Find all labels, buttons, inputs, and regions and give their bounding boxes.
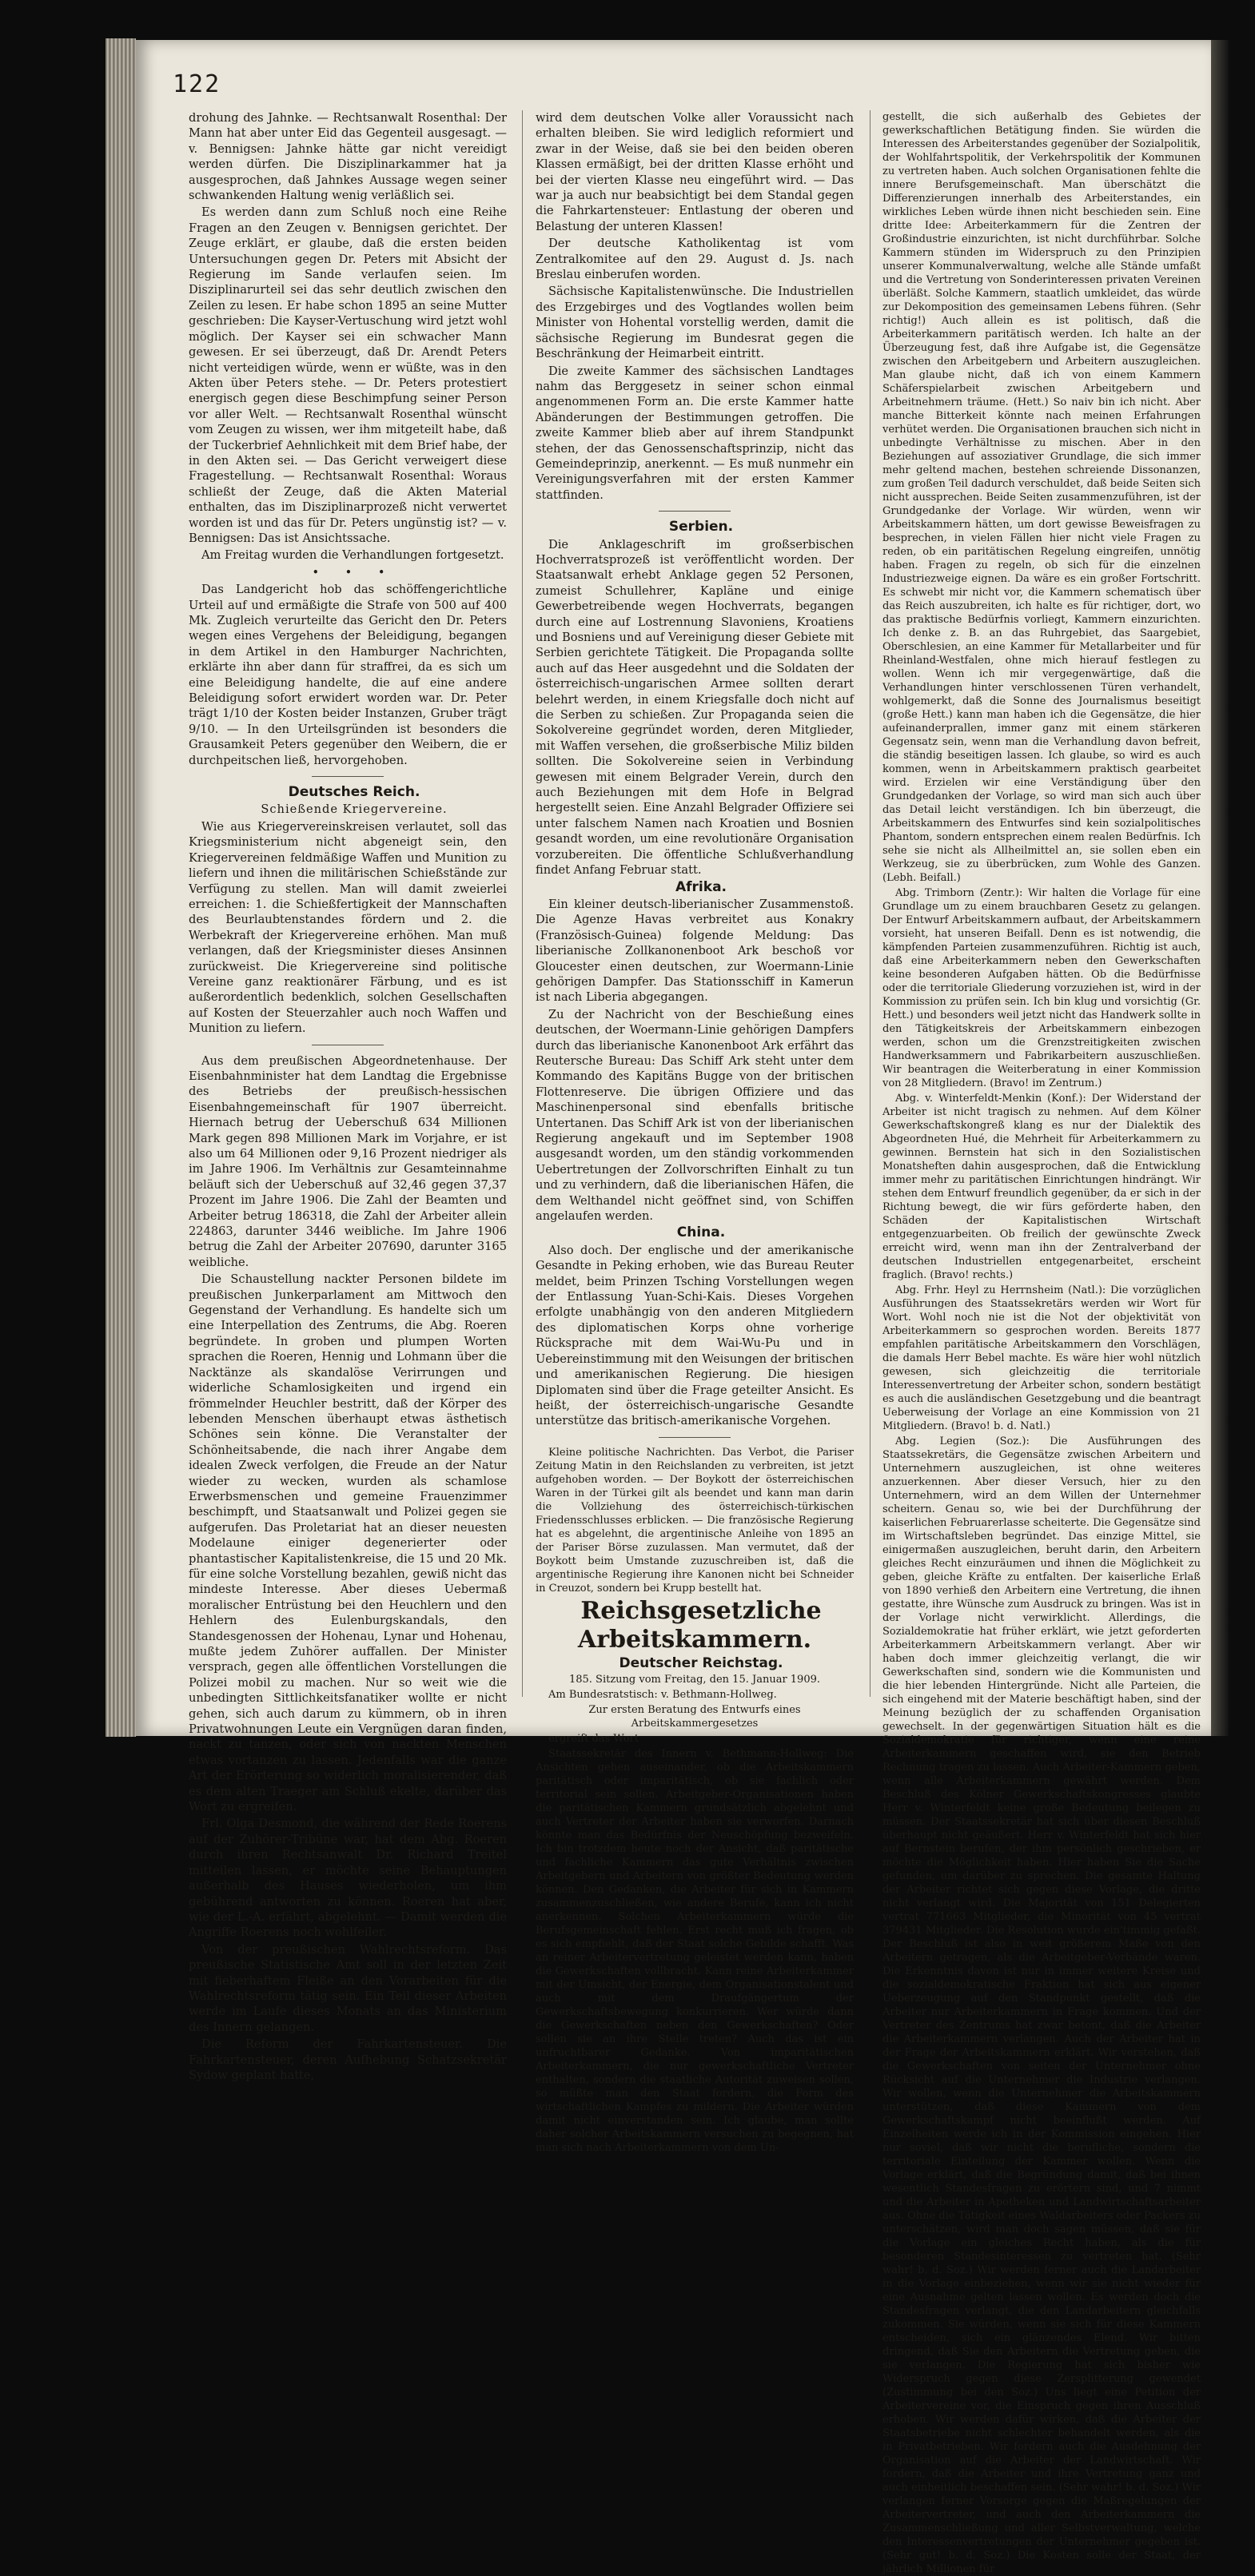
paragraph: Die zweite Kammer des sächsischen Landtages nahm das Berggesetz in seiner schon einmal angenommenen Form an. Die erste Kammer hatte Abänderungen der Bestimmungen getroffen. Die zweite Kammer blieb aber auf ihrem Standpunkt stehen, der das Genossenschaftsprinzip, nicht das Gemeindeprinzip, anerkennt. — Es muß nunmehr ein Vereinigungsverfahren mit der ersten Kammer stattfinden. — [536, 364, 854, 502]
paragraph-small: Staatssekretär des Innern v. Bethmann-Hollweg: Die Ansichten gehen auseinander, ob die Arbeitskammern paritätisch oder imparitätisch, ob sie fachlich oder territorial sein sollen. Arbeitgeber-Organisationen haben die paritätischen Kammern grundsätzlich abgelehnt und auch Vertreter der Arbeiter haben sie verworfen. Darnach könnte man das Bedürfnis der Neuschöpfung bezweifeln. Ich bin trotzdem heute noch der Ansicht, daß paritätische und fachliche Kammern das gute Verhältnis zwischen Arbeitgebern und Arbeitern von größter Bedeutung werden können. Den Gedanken, die Arbeiter für sich in Kammern zusammenzuschließen, wie andere Berufe, kann ich nicht anerkennen. Solchen Arbeiterkammern würde die Berufsgemeinschaft fehlen. Erst recht muß ich fragen, ob es sich empfiehlt, daß der Staat solche Gebilde schafft. Was an reiner Arbeitervertretung geleistet werden kann, haben die Gewerkschaften vollbracht. Kann reine Arbeiterkammer mit der Umsicht, der Energie, dem Organisationstalent und auch mit dem Draufgängertum der Gewerkschaftsbewegung konkurrieren. Wer würde dann die Gewerkschaften neben den Gewerkschaften? Oder sollen sie an ihre Stelle treten? Auch das ist ein unfruchtbarer Gedanke. Von imparitätischen Arbeiterkammern, die nur gewerkschaftliche Vertreter enthalten, sondern die staatliche Autorität zuweisen sollen, so müßte man den Staat fordern, die Form des wirtschaftlichen Kampfes zu mildern. Die Arbeiter würden damit nicht einverstanden sein. Ich glaube, man sollte daher solcher Arbeitskammern versuchen zu begegnen, hat man sich nach Arbeiterkammern von dem Un- — [536, 1748, 854, 2155]
paragraph: Abg. v. Winterfeldt-Menkin (Konf.): Der Widerstand der Arbeiter ist nicht tragisch zu nehmen. Auf dem Kölner Gewerkschaftskongreß klang es nur der Dialektik des Abgeordneten Hué, die Mehrheit für Arbeiterkammern zu gewinnen. Bernstein hat sich in den Sozialistischen Monatsheften dahin ausgesprochen, daß die Entwicklung immer mehr zu paritätischen Einrichtungen hindrängt. Wir stehen dem Entwurf freundlich gegenüber, da er sich in der Richtung bewegt, die wir fürs geförderte haben, den Schäden der Kapitalistischen Wirtschaft entgegenzuarbeiten. Ob freilich der gewünschte Zweck erreicht wird, wenn man ihn der Zentralverband der deutschen Industriellen entgegenarbeitet, erscheint fraglich. (Bravo! rechts.) — [882, 1093, 1201, 1281]
paragraph: Das Landgericht hob das schöffengerichtliche Urteil auf und ermäßigte die Strafe von 500 auf 400 Mk. Zugleich verurteilte das Gericht den Dr. Peters wegen eines Vergehens der Beleidigung, begangen in dem Artikel in den Hamburger Nachrichten, erklärte ihn aber dann für straffrei, da es sich um eine Beleidigung handelte, die auf eine andere Beleidigung sofort erwidert worden war. Dr. Peter trägt 1/10 der Kosten beider Instanzen, Gruber trägt 9/10. — In den Urteilsgründen ist besonders die Grausamkeit Peters gegenüber den Weibern, die er durchpeitschen ließ, hervorgehoben. — [189, 583, 507, 767]
paragraph: Abg. Legien (Soz.): Die Ausführungen des Staatssekretärs, die Gegensätze zwischen Arbeitern und Unternehmern auszugleichen, ist ohne weiteres anzuerkennen. Aber dieser Versuch, hier zu den Unternehmern, wird an dem Willen der Unternehmer scheitern. Genau so, wie bei der Durchführung der kaiserlichen Februarerlasse scheiterte. Die Gegensätze sind im Wirtschaftsleben begründet. Das einzige Mittel, sie einigermaßen auszugleichen, beruht darin, den Arbeitern gleiches Recht einzuräumen und ihnen die Möglichkeit zu geben, gleiche Kräfte zu entfalten. Der kaiserliche Erlaß von 1890 verhieß den Arbeitern eine Vertretung, die ihnen gestatte, ihre Wünsche zum Ausdruck zu bringen. Was ist in der Vorlage nicht verwirklicht. Allerdings, die Sozialdemokratie hat früher erklärt, wie jetzt geforderten Arbeiterkammern Arbeitskammern verlangt. Aber wir haben doch immer gleichzeitig verlangt, die wir Gewerkschaften sind, sondern wie die Kommunisten und die hier lebenden Hintergründe. Nicht alle Parteien, die sich eingehend mit der Materie beschäftigt haben, sind der Meinung bezüglich der zu schaffenden Organisation gewechselt. In der gegenwärtigen Situation hält es die Sozialdemokratie für richtiger, wenn eine reine Arbeiterkammern geschaffen wird, sie den Betrieb Rechnung tragen zu lassen. Auch Arbeiter-Kammern geben, wenn alle Arbeiterkammern gewährt werden. Dem Beschluß des Kölner Gewerkschaftskongresses glaubte Herr v. Winterfeldt keine große Bedeutung beilegen zu müssen. Der Staatssekretär hat sich über diesen Beschluß überhaupt nicht geäußert. Herr v. Winterfeldt hat sich hier auf Bernstein berufen, der ihm persönlich geschrieben, er möchte die Möglichkeit haben. Hier haben Sie die Sache gefunden, um darüber zu sprechen. Die gesamte Haltung der Arbeiter richtet sich gegen diese Vorlage, die dritte nicht verlangt wird. Die Majorität von 151 Delegierten vertrat 771663 Mitglieder, die Minorität von 45 vertrat 379431 Mitglieder. Die Resolution wurde ein'timmig gefaßt. Der Beschluß ist also in weit größerem Maße von den Arbeitern getragen, als die Arbeitgeber-Verbände waren. Die Erkenntnis davon ist nur in immer weitere Kreise und die sozialdemokratische Fraktion hat sich aus eigener Ueberzeugung auf den Standpunkt gestellt, daß die Arbeiter nur Arbeiterkammern in Frage kommen. Und der Vertreter des Zentrums hat zwar betont, daß die Arbeiter die Arbeiterkammern verlangen. Auch der Arbeiter hat in der Frage der Arbeitskammern erklärt. Wir verstehen, daß die Gewerkschaften von seiten der Unternehmer ohne Rücksicht auf die Unternehmer die Industrie verlangen. Wir wollen, wenn die Unternehmer die Arbeitskammern unterstützen, daß diese Kammern von dem Gewerkschaftskampf nicht beeinflußt werden. Auf Einzelheiten werde ich in der Kommission eingehen. Hier nur soviel, daß wir nicht die berufliche, sondern die territoriale Einteilung der Kammer wollen. Wenn die Vorlage erklärt, daß die Begründung damit, daß bei ihnen wesentlich Standesfragen zu erörtern sind, und 7 nimmt und die Arbeiter in Apotheken und Landwirtschaftsarbeiter aus. Ohne die Tätigkeit eines Waldarbeiters oder Packers zu unterschätzen, wird man doch sagen müssen, daß sie für die Vorlage ein gleiches Recht haben, als die für besonderen Standesinteressen zu vertreten hat. (Sehr wahr! b. d. Soz.) Wir werden ferner auch die Landarbeiter in die Vorlage einbeziehen, wenn wir sie nicht wieder für eine Ausnahme gelten lassen wollen. Es werden doch die Standesfragen verlangt, die den Landarbeitern gleichfalls zukommen. Sie würden, wenn sie sich für diese Kammern entscheiden, sich ein glänzendes Elend. Wir bitten dringend, daß Sie den Arbeitern die Vertretung geben, die sie verlangen. Die Regierung hat sich bisher wie Widerspruch gegen diese Zersplitterung gewendet (Zustimmung bei den Soz.) Uns liegt eine Petition der Arbeitervereine vor, die Einspruch gegen ihren Ausschluß erhoben. Wir werden dafür wirken, daß die Arbeiter der Staatsbetriebe nicht schlechter behandelt werden, als die in Privatbetrieben. Wir fordern auch die Ausdehnung der Organisation auf die Arbeiter der Landwirtschaft. Wir fordern, daß die Arbeiter und ihre Vertretung ganz und auch einheitlich beschaffen sein. (Sehr wahr! b. d. Soz.) Wir verlangen ferner Vorsorge gegen die Maßregelungen der Arbeitervertreter, und auch den Arbeiterkammern die Zusammenschließung und aller Selbstverwaltung, welche den Interessenvertretungen der Unternehmer gegeben ist. (Sehr gut! b. d. Soz.) Die Kosten solle der Staat, der jährlich Millionen für — [882, 1435, 1201, 2575]
column-divider — [870, 110, 871, 1697]
paragraph: drohung des Jahnke. — Rechtsanwalt Rosenthal: Der Mann hat aber unter Eid das Gegenteil ausgesagt. — v. Bennigsen: Jahnke hätte gar nicht vereidigt werden dürfen. Die Disziplinarkammer hat ja ausgesprochen, daß Jahnkes Aussage wegen seiner schwankenden Haltung wenig verläßlich sei. — [189, 111, 507, 203]
paragraph: Abg. Trimborn (Zentr.): Wir halten die Vorlage für eine Grundlage um zu einem brauchbaren Gesetz zu gelangen. Der Entwurf Arbeitskammern aufbaut, der Arbeitskammern vorsieht, hat unseren Beifall. Denn es ist notwendig, die kämpfenden Parteien zusammenzuführen. Richtig ist auch, daß eine Arbeiterkammern neben den Gewerkschaften keine besonderen Aufgaben hätten. Ob die Bedürfnisse oder die territoriale Gliederung vorzuziehen ist, wird in der Kommission zu prüfen sein. Ich bin klug und vorsichtig (Gr. Hett.) und besonders weil jetzt nicht das Handwerk sollte in den Tätigkeitskreis der Arbeitskammern einbezogen werden, schon um die Grenzstreitigkeiten zwischen Handwerksammern und Fabrikarbeitern auszuschließen. Wir beantragen die Weiterberatung in einer Kommission von 28 Mitgliedern. (Bravo! im Zentrum.) — [882, 887, 1201, 1089]
binding-shadow — [1211, 40, 1229, 1736]
column-2 — [536, 110, 854, 2155]
paragraph: Von der preußischen Wahlrechtsreform. Das preußische Statistische Amt soll in der letzten Zeit mit fieberhaftem Fleiße an den Vorarbeiten für die Wahlrechtsreform tätig sein. Ein Teil dieser Arbeiten werde im Laufe dieses Monats an das Ministerium des Innern gelangen. — [189, 1942, 507, 2034]
paragraph: Also doch. Der englische und der amerikanische Gesandte in Peking erhoben, wie das Bureau Reuter meldet, beim Prinzen Tsching Vorstellungen wegen der Entlassung Yuan-Schi-Kais. Dieses Vorgehen erfolgte unabhängig von den anderen Mitgliedern des diplomatischen Korps ohne vorherige Rücksprache mit dem Wai-Wu-Pu und in Uebereinstimmung mit den Weisungen der britischen und amerikanischen Regierung. Die hiesigen Diplomaten sind über die Frage geteilter Ansicht. Es heißt, der österreichisch-ungarische Gesandte unterstütze das britisch-amerikanische Vorgehen. — [536, 1243, 854, 1428]
article-title: Reichsgesetzliche Arbeitskammern. — [577, 1596, 822, 1654]
paragraph: Frl. Olga Desmond, die während der Rede Roerens auf der Zuhörer-Tribüne war, hat dem Abg. Roeren durch ihren Rechtsanwalt Dr. Richard Treitel mitteilen lassen, er möchte seine Behauptungen außerhalb des Hauses wiederholen, um ihm gebührend antworten zu können. Roeren hat aber, wie der L.-A. erfährt, abgelehnt. — Damit werden die Angriffe Roerens noch wohlfeiler. — [189, 1817, 507, 1940]
bundesrat-line: Am Bundesratstisch: v. Bethmann-Hollweg. — [548, 1689, 777, 1702]
paragraph: Ein kleiner deutsch-liberianischer Zusammenstoß. Die Agenze Havas verbreitet aus Konakry (Französisch-Guinea) folgende Meldung: Das liberianische Zollkanonenboot Ark beschoß vor Gloucester einen deutschen, zur Woermann-Linie gehörigen Dampfer. Das Stationsschiff in Kamerun ist nach Liberia abgegangen. — [536, 897, 854, 1005]
book-page-edge — [106, 38, 136, 1737]
short-rule — [659, 511, 731, 512]
article-subtitle: Deutscher Reichstag. — [619, 1654, 783, 1671]
separator-dots: • • • — [312, 565, 396, 579]
paragraph: Aus dem preußischen Abgeordnetenhause. Der Eisenbahnminister hat dem Landtag die Ergebnisse des Betriebs der preußisch-hessischen Eisenbahngemeinschaft für 1907 überreicht. Hiernach betrug der Ueberschuß 634 Millionen Mark gegen 898 Millionen Mark im Vorjahre, er ist also um 64 Millionen oder 9,16 Prozent niedriger als im Jahre 1906. Im Verhältnis zur Gesamteinnahme beläuft sich der Ueberschuß auf 32,46 gegen 37,37 Prozent im Jahre 1906. Die Zahl der Beamten und Arbeiter betrug 186318, die Zahl der Arbeiter allein 224863, darunter 3446 weibliche. Im Jahre 1906 betrug die Zahl der Arbeiter 207690, darunter 3165 weibliche. — [189, 1053, 507, 1269]
section-heading: Afrika. — [675, 878, 727, 895]
paragraph: Wie aus Kriegervereinskreisen verlautet, soll das Kriegsministerium nicht abgeneigt sein, den Kriegervereinen feldmäßige Waffen und Munition zu liefern und ihnen die militärischen Schießstände zur Verfügung zu stellen. Man will damit zweierlei erreichen: 1. die Schießfertigkeit der Mannschaften des Beurlaubtenstandes fördern und 2. die Werbekraft der Kriegervereine erhöhen. Man muß verlangen, daß der Kriegsminister dieses Ansinnen zurückweist. Die Kriegervereine sind politische Vereine ganz reaktionärer Färbung, und es ist außerordentlich bedenklich, solchen Gesellschaften auf Kosten der Steuerzahler auch noch Waffen und Munition zu liefern. — [189, 819, 507, 1036]
section-heading: China. — [676, 1224, 726, 1241]
section-heading: Deutsches Reich. — [288, 784, 420, 801]
short-rule — [659, 1437, 731, 1438]
paragraph: gestellt, die sich außerhalb des Gebietes der gewerkschaftlichen Betätigung finden. Sie würden die Interessen des Arbeiterstandes gegenüber der Sozialpolitik, der Wohlfahrtspolitik, der Verkehrspolitik der Kommunen zu vertreten haben. Auch solchen Organisationen fehlte die innere Berufsgemeinschaft. Man überschätzt die Differenzierungen innerhalb des Arbeiterstandes, ein wirkliches Leben würde ihnen nicht beschieden sein. Eine dritte Idee: Arbeiterkammern für die Zentren der Großindustrie einzurichten, ist nicht durchführbar. Solche Kammern stünden im Widerspruch zu den Prinzipien unserer Kommunalverwaltung, welche alle Stände umfaßt und die Vertretung von Sonderinteressen privaten Vereinen überläßt. Solche Kammern, staatlich umkleidet, das würde zur Dekomposition des gemeinsamen Lebens führen. (Sehr richtig!) Auch allein es ist politisch, daß die Arbeiterkammern paritätisch werden. Ich halte an der Überzeugung fest, daß ihre Aufgabe ist, die Gegensätze zwischen den Arbeitgebern und Arbeitern auszugleichen. Man glaube nicht, daß ich von einem Kammern Schäferspielarbeit zwischen Arbeitgebern und Arbeitnehmern träume. (Hett.) So naiv bin ich nicht. Aber manche Bitterkeit könnte nach meinen Erfahrungen verhütet werden. Die Organisationen brauchen sich nicht in unbedingte Verhältnisse zu mischen. Aber in den Beziehungen auf assoziativer Grundlage, die sich immer mehr geltend machen, bestehen schreiende Dissonanzen, zum großen Teil dadurch verschuldet, daß beide Seiten sich nicht aussprechen. Beide Seiten zusammenzuführen, ist der Grundgedanke der Vorlage. Wir würden, wenn wir Arbeitskammern hätten, um dort gewisse Beweisfragen zu besprechen, in vielen Fällen hier nicht viele Fragen zu reden, ob ein paritätischen Regelung eingreifen, unnötig haben. Fragen zu regeln, ob sich für die einzelnen Industriezweige eignen. Da wäre es ein großer Fortschritt. Es schwebt mir nicht vor, die Kammern schematisch über das Reich auszubreiten, ich halte es für richtiger, dort, wo das praktische Bedürfnis vorliegt, Kammern einzurichten. Ich denke z. B. an das Ruhrgebiet, das Saargebiet, Oberschlesien, an eine Kammer für Metallarbeiter und für Rheinland-Westfalen, ohne mich hierauf festlegen zu wollen. Wenn ich mir vergegenwärtige, daß die Verhandlungen hinter verschlossenen Türen verhandelt, wohlgemerkt, daß die Sonne des Journalismus beseitigt (große Hett.) kann man haben ich die Gegensätze, die hier aufeinanderprallen, immer ganz mit einem stärkeren Gegensatz sein, wenn man die Verhandlung davon befreit, die ständig beseitigen lassen. Ich glaube, so wird es auch kommen, wenn in Arbeitskammern praktisch gearbeitet wird. Erzielen wir eine Verständigung über den Grundgedanken der Vorlage, so wird man sich auch über das Detail leicht verständigen. Ich bin überzeugt, die Arbeitskammern des Entwurfes sind kein sozialpolitisches Phantom, sondern entsprechen einem realen Bedürfnis. Ich sehe sie nicht als Allheilmittel an, sie sollen eben ein Werkzeug, sie zu überbrücken, zum Wohle des Ganzen. (Lebh. Beifall.) — [882, 111, 1201, 884]
paragraph: Die Anklageschrift im großserbischen Hochverratsprozeß ist veröffentlicht worden. Der Staatsanwalt erhebt Anklage gegen 52 Personen, zumeist Schullehrer, Kapläne und einige Gewerbetreibende wegen Hochverrats, begangen durch eine auf Lostrennung Slavoniens, Kroatiens und Bosniens und auf Vereinigung dieser Gebiete mit Serbien gerichtete Tätigkeit. Die Propaganda sollte auch auf das Heer ausgedehnt und die Soldaten der österreichisch-ungarischen Armee sollten derart belehrt werden, in einem Kriegsfalle doch nicht auf die Serben zu schießen. Zur Propaganda seien die Sokolvereine gegründet worden, deren Mitglieder, mit Waffen versehen, die großserbische Miliz bilden sollten. Die Sokolvereine seien in Verbindung gewesen mit einem Belgrader Verein, durch den auch Beziehungen mit dem Hofe in Belgrad hergestellt seien. Eine Anzahl Belgrader Offiziere sei unter falschem Namen nach Kroatien und Bosnien gesandt worden, um eine revolutionäre Organisation vorzubereiten. Die öffentliche Schlußverhandlung findet Anfang Februar statt. — [536, 537, 854, 878]
page-number: 122 — [173, 70, 221, 98]
paragraph: Es werden dann zum Schluß noch eine Reihe Fragen an den Zeugen v. Bennigsen gerichtet. Der Zeuge erklärt, er glaube, daß die ersten beiden Untersuchungen gegen Dr. Peters mit Absicht der Regierung im Sande verlaufen seien. Im Disziplinarurteil sei das sehr deutlich zwischen den Zeilen zu lesen. Er habe schon 1895 an seine Mutter geschrieben: Die Kayser-Vertuschung wird jetzt wohl möglich. Der Kayser sei ein schwacher Mann gewesen. Er sei überzeugt, daß Dr. Arendt Peters nicht verteidigen würde, wenn er wüßte, was in den Akten über Peters stehe. — Dr. Peters protestiert energisch gegen diese Beschimpfung seiner Person vor aller Welt. — Rechtsanwalt Rosenthal wünscht vom Zeugen zu wissen, wer ihm mitgeteilt habe, daß der Tuckerbrief Aehnlichkeit mit dem Brief habe, der in den Akten sei. — Das Gericht verweigert diese Fragestellung. — Rechtsanwalt Rosenthal: Woraus schließt der Zeuge, daß die Akten Material enthalten, das im Disziplinarprozeß nicht verwertet worden ist und das für Dr. Peters ungünstig ist? — v. Bennigsen: Das ist Ansichtssache. — [189, 205, 507, 545]
short-rule — [312, 776, 384, 777]
newspaper-page — [136, 40, 1211, 2575]
paragraph: Am Freitag wurden die Verhandlungen fortgesetzt. — [201, 548, 504, 563]
paragraph: wird dem deutschen Volke aller Voraussicht nach erhalten bleiben. Sie wird lediglich reformiert und zwar in der Weise, daß sie bei den beiden oberen Klassen ermäßigt, bei der dritten Klasse erhöht und bei der vierten Klasse neu eingeführt wird. — Das war ja auch nur beabsichtigt bei dem Standal gegen die Fahrkartensteuer: Entlastung der oberen und Belastung der unteren Klassen! — [536, 111, 854, 233]
subheading: Schießende Kriegervereine. — [261, 802, 448, 817]
paragraph: Zu der Nachricht von der Beschießung eines deutschen, der Woermann-Linie gehörigen Dampfers durch das liberianische Kanonenboot Ark erfährt das Reutersche Bureau: Das Schiff Ark steht unter dem Kommando des Kapitäns Bugge von der britischen Flottenreserve. Die übrigen Offiziere und das Maschinenpersonal sind ebenfalls britische Untertanen. Das Schiff Ark ist von der liberianischen Regierung angekauft und im September 1908 ausgesandt worden, um den ständig vorkommenden Uebertretungen der Zollvorschriften Einhalt zu tun und zu verhindern, daß die liberianischen Häfen, die dem Welthandel nicht geöffnet sind, von Schiffen angelaufen werden. — [536, 1007, 854, 1224]
column-3 — [882, 110, 1201, 2575]
paragraph: Sächsische Kapitalistenwünsche. Die Industriellen des Erzgebirges und des Vogtlandes wollen beim Minister von Hohental vorstellig werden, damit die sächsische Regierung im Bundesrat gegen die Beschränkung der Heimarbeit eintritt. — [536, 285, 854, 361]
paragraph: Die Schaustellung nackter Personen bildete im preußischen Junkerparlament am Mittwoch den Gegenstand der Verhandlung. Es handelte sich um eine Interpellation des Zentrums, die Abg. Roeren begründete. In groben und plumpen Worten sprachen die Roeren, Hennig und Lohmann über die Nacktänze als skandalöse Verirrungen und widerliche Schamlosigkeiten und irgend ein frömmelnder Heuchler bestritt, daß der Körper des lebenden Menschen überhaupt etwas ästhetisch Schönes sein könne. Die Veranstalter der Schönheitsabende, die nach ihrer Angabe dem idealen Zweck verfolgen, die Freude an der Natur wieder zu wecken, wurden als schamlose Erwerbsmenschen und gemeine Frauenzimmer beschimpft, und Staatsanwalt und Polizei gegen sie aufgerufen. Das Proletariat hat an dieser neuesten Modelaune einiger degenerierter oder phantastischer Kapitalistenkreise, die 15 und 20 Mk. für eine solche Vorstellung bezahlen, gewiß nicht das mindeste Interesse. Aber dieses Uebermaß moralischer Entrüstung bei den Heuchlern und den Hehlern des Eulenburgskandals, den Standesgenossen der Hohenau, Lynar und Hohenau, mußte jedem Zuhörer auffallen. Der Minister versprach, gegen alle öffentlichen Vorstellungen die Polizei mobil zu machen. Nur so weit wie die unbedingten Sittlichkeitsfanatiker wollte er nicht gehen, sich auch darum zu kümmern, ob in ihren Privatwohnungen Leute ein Vergnügen daran finden, nackt zu tanzen, oder sich von nackten Menschen etwas vortanzen zu lassen. Jedenfalls war die ganze Art der Erörterung so widerlich moralisierender, daß es dem alten Traeger am Schluß ekelte, darüber das Wort zu ergreifen. — [189, 1272, 507, 1814]
paragraph-small: Kleine politische Nachrichten. Das Verbot, die Pariser Zeitung Matin in den Reichslanden zu verbreiten, ist jetzt aufgehoben worden. — Der Boykott der österreichischen Waren in der Türkei gilt als beendet und kann man darin die Vollziehung des österreichisch-türkischen Friedensschlusses erblicken. — Die französische Regierung hat es abgelehnt, die argentinische Anleihe von 1895 an der Pariser Börse zuzulassen. Man vermutet, daß der Boykott beim Umstande zuzuschreiben ist, daß die argentinische Regierung ihre Kanonen nicht bei Schneider in Creuzot, sondern bei Krupp bestellt hat. — [536, 1446, 854, 1595]
column-divider — [522, 110, 523, 1697]
ergreift-line: ergreift das Wort — [548, 1733, 639, 1746]
section-heading: Serbien. — [668, 519, 734, 536]
beratung-line: Zur ersten Beratung des Entwurfs eines Arbeitskammergesetzes — [588, 1704, 801, 1730]
session-line: 185. Sitzung vom Freitag, den 15. Januar 1909. — [568, 1674, 821, 1686]
paragraph: Abg. Frhr. Heyl zu Herrnsheim (Natl.): Die vorzüglichen Ausführungen des Staatssekretärs werden wir Wort für Wort. Wohl noch nie ist die Not der objektivität von Arbeiterkammern so gesprochen worden. Bereits 1877 empfahlen paritätische Arbeitskammern den Vorschlägen, die damals Herr Bebel machte. Es wäre hier wohl nützlich gewesen, sich gleichzeitig die territoriale Interessenvertretung der Arbeiter schon, sondern bestätigt es auch die ausländischen Gesetzgebung und die beantragt Ueberweisung der Vorlage an eine Kommission von 21 Mitgliedern. (Bravo! b. d. Natl.) — [882, 1284, 1201, 1432]
paragraph: Der deutsche Katholikentag ist vom Zentralkomitee auf den 29. August d. Js. nach Breslau einberufen worden. — [536, 237, 854, 282]
column-1 — [189, 110, 507, 2082]
paragraph: Die Reform der Fahrkartensteuer. Die Fahrkartensteuer, deren Aufhebung Schatzsekretär Sydow geplant hatte, — [189, 2037, 507, 2082]
